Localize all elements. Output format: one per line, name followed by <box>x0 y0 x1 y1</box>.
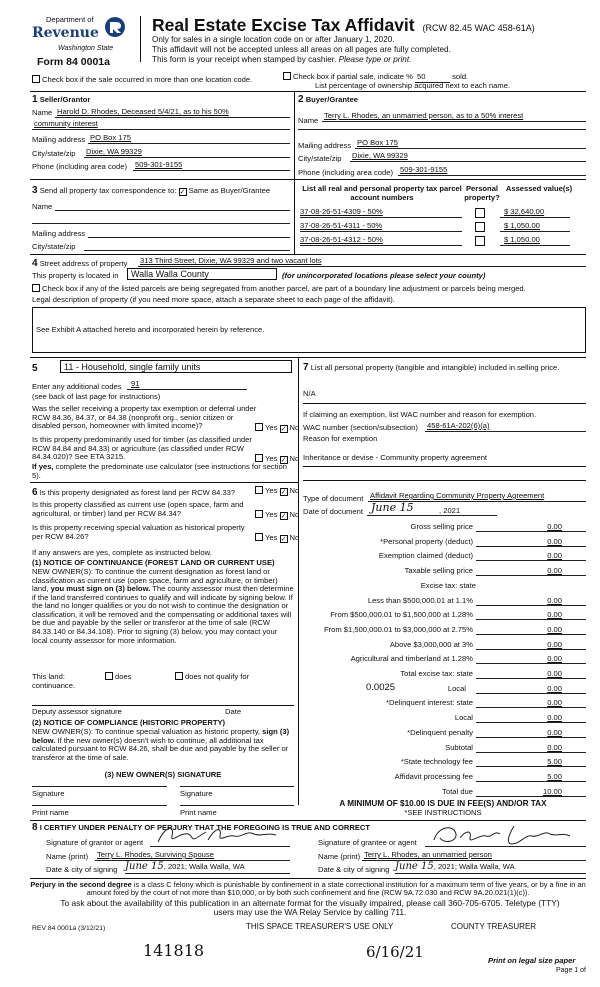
personal-col-header: Personal property? <box>464 184 500 202</box>
tax-row-value: 5.00 <box>547 771 562 781</box>
s5-q1-yes-checkbox[interactable] <box>255 423 263 431</box>
parcel-value-field[interactable] <box>500 236 570 246</box>
nc-body-bold: you must sign on (3) below. <box>50 584 151 594</box>
header-note-2: This affidavit will not be accepted unless all areas on all pages are fully completed. <box>152 45 451 54</box>
tax-row <box>300 786 586 798</box>
minimum-due: A MINIMUM OF $10.00 IS DUE IN FEE(S) AND/OR TAX <box>339 799 547 808</box>
buyer-name-label: Name <box>298 116 319 125</box>
local-rate: 0.0025 <box>366 681 396 693</box>
buyer-city-field[interactable] <box>350 152 586 162</box>
buyer-phone-field[interactable] <box>398 166 586 176</box>
parcel-value: $ 1,050.00 <box>504 235 540 244</box>
section5-num: 5 <box>32 363 38 374</box>
title-citation: (RCW 82.45 WAC 458-61A) <box>422 23 535 33</box>
tax-row-value: 0.00 <box>547 698 562 708</box>
header-note-3a: This form is your receipt when stamped by cashier. <box>152 55 337 64</box>
parcel-row-3 <box>298 236 588 248</box>
s6-q1-yes-checkbox[interactable] <box>255 486 263 494</box>
buyer-mailing-label: Mailing address <box>298 141 352 150</box>
parcel-value-field[interactable] <box>500 208 570 218</box>
signature-label-2: Signature <box>180 789 213 798</box>
ncc-body-bold: sign (3) below. <box>32 727 290 745</box>
use-code-select[interactable] <box>60 360 292 373</box>
parcel-value: $ 1,050.00 <box>504 221 540 230</box>
tax-row-label: Gross selling price <box>410 522 473 531</box>
tax-row-label: Less than $500,000.01 at 1.1% <box>367 595 473 605</box>
nc-title: (1) NOTICE OF CONTINUANCE (FOREST LAND OR CURRENT USE) <box>32 558 275 567</box>
legal-description: See Exhibit A attached hereto and incorporated herein by reference. <box>36 325 265 334</box>
tax-row-value-field[interactable] <box>476 550 586 561</box>
buyer-phone: 509-301-9155 <box>400 165 448 174</box>
processed-date: 6/16/21 <box>366 943 424 961</box>
street-label-text: Street address of property <box>39 259 128 268</box>
buyer-title: Buyer/Grantee <box>305 95 359 104</box>
does-not-label: does not qualify for <box>185 672 250 681</box>
grantor-signature <box>150 822 290 848</box>
multi-location-label: Check box if the sale occurred in more than one location code. <box>42 75 253 84</box>
perjury-bold: Perjury in the second degree <box>30 880 132 889</box>
tax-row-value: 0.00 <box>547 713 562 723</box>
tax-row <box>300 580 586 592</box>
tax-row-value-field[interactable] <box>476 771 586 782</box>
seller-name-label: Name <box>32 108 53 117</box>
tax-row-value-field[interactable] <box>476 668 586 679</box>
s3-name-field[interactable] <box>55 201 290 211</box>
alt-format-note: To ask about the availability of this publication in an alternate format for the visually impaired, please call 360-705-6705. Teletype (TTY) users may use the WA Relay Service by calling 711. <box>60 898 560 918</box>
s3-city-field[interactable] <box>84 241 290 251</box>
buyer-name-field[interactable] <box>322 112 586 122</box>
treasurer-use: THIS SPACE TREASURER'S USE ONLY <box>246 922 394 931</box>
grantor-print-field[interactable] <box>95 851 290 861</box>
grantee-print-field[interactable] <box>362 851 586 861</box>
tax-row <box>300 697 586 709</box>
s6-q1-text: Is this property designated as forest land per RCW 84.33? <box>39 488 236 497</box>
form-title <box>152 15 535 35</box>
tax-row-label: Affidavit processing fee <box>394 771 473 781</box>
seller-city-label: City/state/zip <box>32 149 76 158</box>
multi-location-check[interactable] <box>32 75 252 85</box>
street-field[interactable] <box>138 257 586 267</box>
seller-name-2: community interest <box>34 119 98 128</box>
s6-q2-yes-checkbox[interactable] <box>255 510 263 518</box>
value-col-header: Assessed value(s) <box>505 184 573 193</box>
tax-row <box>300 565 586 577</box>
tax-row-label: From $500,000.01 to $1,500,000 at 1.28% <box>330 610 473 620</box>
buyer-phone-label: Phone (including area code) <box>298 168 393 177</box>
seller-city-field[interactable] <box>84 148 290 158</box>
tax-row <box>300 742 586 754</box>
buyer-city-label: City/state/zip <box>298 154 342 163</box>
does-not-check[interactable] <box>175 672 249 682</box>
tax-row-label: Above $3,000,000 at 3% <box>389 639 473 649</box>
grantor-print: Terry L. Rhodes, Surviving Spouse <box>97 850 214 859</box>
partial-pct[interactable]: 50 <box>415 73 450 83</box>
multi-location-checkbox[interactable] <box>32 75 40 83</box>
title-text: Real Estate Excise Tax Affidavit <box>152 15 415 35</box>
new-owner-print-1[interactable] <box>32 805 167 806</box>
docdate-hand: June 15 <box>371 501 414 514</box>
s6-q2-no-checkbox[interactable]: ✓ <box>280 513 287 520</box>
s6-q1 <box>32 487 235 499</box>
tax-row-value-field[interactable] <box>476 697 586 708</box>
cert-text: I CERTIFY UNDER PENALTY OF PERJURY THAT THE FOREGOING IS TRUE AND CORRECT <box>39 823 371 832</box>
tax-row-value: 0.00 <box>547 742 562 752</box>
reason-label: Reason for exemption <box>303 434 378 443</box>
tax-row-label: Exemption claimed (deduct) <box>378 551 473 561</box>
section3-label <box>32 185 270 197</box>
tax-row-value-field[interactable] <box>476 536 586 547</box>
tax-row-label: *Delinquent interest: state <box>386 698 473 708</box>
tax-row-label: Taxable selling price <box>404 566 473 576</box>
docdate-label: Date of document <box>303 507 363 516</box>
legal-size-note: Print on legal size paper <box>488 956 576 965</box>
tax-row <box>300 624 586 636</box>
tax-row <box>300 639 586 651</box>
section8-num: 8 <box>32 822 38 833</box>
tax-row-value: 0.00 <box>547 536 562 546</box>
same-as-buyer-checkbox[interactable]: ✓ <box>179 189 186 196</box>
s3-name-label: Name <box>32 202 53 211</box>
tax-row-value: 0.00 <box>547 522 562 531</box>
docdate-field[interactable] <box>367 502 497 516</box>
s6-q3-yes: Yes <box>265 533 278 542</box>
s5-q1-no-checkbox[interactable]: ✓ <box>280 426 287 433</box>
additional-codes-field[interactable] <box>127 380 247 390</box>
wac-field[interactable] <box>425 422 586 432</box>
parcel-col-header: List all real and personal property tax parcel account numbers <box>302 184 462 202</box>
s6-q1-answer <box>255 486 299 496</box>
tax-row <box>300 668 586 680</box>
s5-q1: Was the seller receiving a property tax exemption or deferral under RCW 84.36, 84.37, or 84.38 (nonprofit org., senior citizen or disabled person, homeowner with limited income)? <box>32 404 257 431</box>
county-value: Walla Walla County <box>131 269 209 279</box>
this-land-label: This land: <box>32 672 65 681</box>
grantor-print-label: Name (print) <box>46 852 89 861</box>
tax-row-label: Subtotal <box>445 742 473 752</box>
rev-number: REV 84 0001a (3/12/21) <box>32 925 106 932</box>
tax-row <box>300 727 586 739</box>
buyer-name: Terry L. Rhodes, an unmarried person, as to a 50% interest <box>324 111 524 120</box>
tax-row-value-field[interactable] <box>476 595 586 606</box>
tax-row-value-field[interactable] <box>476 639 586 650</box>
grantor-date-hand: June 15 <box>125 861 164 872</box>
tax-row-value: 0.00 <box>547 624 562 634</box>
section4-num: 4 <box>32 258 38 269</box>
section3-text: Send all property tax correspondence to: <box>39 186 177 195</box>
parcel-number: 37-08-26-51-4312 - 50% <box>300 235 383 244</box>
partial-sold: sold. <box>452 72 469 81</box>
tax-row-value: 0.00 <box>547 669 562 678</box>
does-not-checkbox[interactable] <box>175 672 183 680</box>
county-note: (for unincorporated locations please select your county) <box>282 271 486 280</box>
same-as-buyer-label: Same as Buyer/Grantee <box>188 186 271 195</box>
tax-row-value: 0.00 <box>547 551 562 561</box>
see-instructions: *SEE INSTRUCTIONS <box>404 808 482 817</box>
seller-mailing-label: Mailing address <box>32 135 86 144</box>
s3-mailing-label: Mailing address <box>32 229 86 238</box>
located-label: This property is located in <box>32 271 119 280</box>
tax-row-label: Total excise tax: state <box>400 669 473 678</box>
partial-sale-label: Check box if partial sale, indicate % <box>293 72 413 81</box>
doctype-label: Type of document <box>303 494 364 503</box>
new-owner-sig-title: (3) NEW OWNER(S) SIGNATURE <box>104 770 222 779</box>
deputy-date-label: Date <box>225 707 242 716</box>
street-label <box>32 258 127 270</box>
tax-row <box>300 521 586 533</box>
see-back-note: (see back of last page for instructions) <box>32 392 161 401</box>
nc-body-2: The county assessor must then determine if the land transferred continues to qualify and will indicate by signing below. If the land no longer qualifies or you do not wish to continue the designation or classification, it will be removed and the compensating or additional taxes will be due and payable by the seller or transferor at the time of sale (RCW 84.33.140 or 84.34.108). Prior to signing (3) below, you may contact your local county assessor for more information. <box>32 584 294 645</box>
seller-heading <box>32 94 90 106</box>
tax-row-label: *State technology fee <box>400 757 473 767</box>
perjury-text: is a class C felony which is punishable by confinement in a state correctional institution for a maximum term of five years, or by a fine in an amount fixed by the court of not more than $10,000, or by both such confinement and fine (RCW 9A.72.030 and RCW 9A.20.021(1)(c)). <box>86 880 586 898</box>
s5-q1-no: No <box>289 423 300 432</box>
s5-q2: Is this property predominantly used for timber (as classified under RCW 84.84 and 84.33) or agriculture (as classified under RCW 84.34.020)? See ETA 3215. <box>32 435 252 462</box>
tax-row-label: From $1,500,000.01 to $3,000,000 at 2.75% <box>323 624 473 634</box>
tax-row <box>300 756 586 768</box>
wac-label: WAC number (section/subsection) <box>303 423 418 432</box>
parcel-number-field[interactable] <box>300 222 462 232</box>
grantee-signature <box>428 822 588 848</box>
tax-row-value-field[interactable] <box>476 786 586 797</box>
tax-row <box>300 771 586 783</box>
seller-mailing: PO Box 175 <box>90 133 131 142</box>
s5-q2-yes-checkbox[interactable] <box>255 454 263 462</box>
s6-q3: Is this property receiving special valuation as historical property per RCW 84.26? <box>32 523 245 541</box>
s6-q1-no-checkbox[interactable]: ✓ <box>280 489 287 496</box>
parcel-row-2 <box>298 222 588 234</box>
s5-q2-ifyes-text: complete the predominate use calculator (see instructions for section 5). <box>32 462 287 480</box>
grantor-date-field[interactable] <box>125 861 290 874</box>
receipt-number: 141818 <box>143 941 205 960</box>
print-name-label-1: Print name <box>32 808 69 817</box>
s3-mailing-field[interactable] <box>88 228 290 238</box>
grantee-date-field[interactable] <box>395 861 586 874</box>
s3-city-label: City/state/zip <box>32 242 76 251</box>
tax-row-label: *Delinquent penalty <box>407 727 473 737</box>
buyer-city: Dixie, WA 99329 <box>352 151 408 160</box>
parcel-number: 37-08-26-51-4309 - 50% <box>300 207 383 216</box>
s5-q2-no: No <box>289 454 300 463</box>
form-number: Form 84 0001a <box>37 56 110 68</box>
tax-row-value: 0.00 <box>547 727 562 737</box>
tax-row-value-field[interactable] <box>476 683 586 694</box>
seller-phone-field[interactable] <box>133 161 290 171</box>
grantor-date-label: Date & city of signing <box>46 865 118 874</box>
buyer-name-field-2[interactable] <box>298 126 586 130</box>
buyer-heading <box>298 94 358 106</box>
tax-table <box>300 521 586 801</box>
parcel-number-field[interactable] <box>300 236 462 246</box>
dept-line1: Department of <box>46 15 94 24</box>
s6-q2-answer <box>255 510 299 520</box>
new-owner-sig-2[interactable] <box>180 786 294 787</box>
s6-q1-yes: Yes <box>265 486 278 495</box>
tax-row-value-field[interactable] <box>476 727 586 738</box>
tax-row-value: 0.00 <box>547 610 562 620</box>
tax-row-value: 0.00 <box>547 683 562 693</box>
s5-q2-yes: Yes <box>265 454 278 463</box>
exempt-label: If claiming an exemption, list WAC number and reason for exemption. <box>303 410 537 419</box>
tax-row-value: 0.00 <box>547 639 562 649</box>
tax-row <box>300 683 586 695</box>
dept-line3: Washington State <box>58 45 114 52</box>
grantee-date-rest: , 2021; Walla Walla, WA <box>433 862 515 871</box>
grantee-date-hand: June 15 <box>395 861 434 872</box>
s5-q2-no-checkbox[interactable]: ✓ <box>280 457 287 464</box>
seller-city: Dixie, WA 99329 <box>86 147 142 156</box>
personal-property-checkbox[interactable] <box>475 222 485 232</box>
segregated-checkbox[interactable] <box>32 284 40 292</box>
seller-num: 1 <box>32 94 38 105</box>
grantee-date-label: Date & city of signing <box>318 865 390 874</box>
street-value: 313 Third Street, Dixie, WA 99329 and two vacant lots <box>140 256 322 265</box>
legal-label: Legal description of property (if you need more space, attach a separate sheet to each page of the affidavit). <box>32 295 395 304</box>
seller-phone: 509-301-9155 <box>135 160 183 169</box>
tax-row-label: Excise tax: state <box>420 580 476 590</box>
county-treasurer: COUNTY TREASURER <box>451 922 537 931</box>
s6-q1-no: No <box>289 486 300 495</box>
use-code-value: 11 - Household, single family units <box>64 362 201 372</box>
wac-value: 458-61A-202(6)(a) <box>427 421 490 430</box>
tax-row <box>300 595 586 607</box>
buyer-mailing-field[interactable] <box>355 139 586 149</box>
tax-row-value-field[interactable] <box>476 609 586 620</box>
s5-q1-yes: Yes <box>265 423 278 432</box>
s5-q1-answer <box>255 423 299 433</box>
grantor-date-rest: , 2021; Walla Walla, WA <box>163 862 245 871</box>
seller-name-1: Harold D. Rhodes, Deceased 5/4/21, as to his 50% <box>57 107 229 116</box>
tax-row-value-field[interactable] <box>476 742 586 753</box>
header-note-1: Only for sales in a single location code on or after January 1, 2020. <box>152 35 395 44</box>
section6-num: 6 <box>32 487 38 498</box>
s5-q2-ifyes <box>32 463 292 480</box>
print-name-label-2: Print name <box>180 808 217 817</box>
tax-row-value: 0.00 <box>547 566 562 576</box>
tax-row <box>300 609 586 621</box>
s6-q3-answer <box>255 533 299 543</box>
tax-row-value-field[interactable] <box>476 712 586 723</box>
s3-name-field-2[interactable] <box>32 214 290 224</box>
tax-row <box>300 550 586 562</box>
new-owner-print-2[interactable] <box>180 805 294 806</box>
tax-row-label: *Personal property (deduct) <box>380 536 473 546</box>
s6-q3-no: No <box>289 533 300 542</box>
tax-row-value: 0.00 <box>547 595 562 605</box>
legal-description-box[interactable] <box>32 307 586 353</box>
tax-row-value-field[interactable] <box>476 521 586 532</box>
continuance-label: continuance. <box>32 681 76 690</box>
tax-row-value-field[interactable] <box>476 565 586 576</box>
new-owner-sig-1[interactable] <box>32 786 167 787</box>
tax-row <box>300 653 586 665</box>
s7-label <box>303 362 586 374</box>
perjury-note <box>30 881 586 898</box>
additional-codes: 91 <box>131 379 140 388</box>
s7-value: N/A <box>303 389 316 398</box>
nc-body <box>32 568 294 645</box>
reason-value[interactable]: Inheritance or devise - Community property agreement <box>303 453 488 462</box>
grantee-print-label: Name (print) <box>318 852 361 861</box>
s7-text: List all personal property (tangible and intangible) included in selling price. <box>310 363 560 372</box>
grantor-sig-label: Signature of grantor or agent <box>46 838 144 847</box>
personal-property-checkbox[interactable] <box>475 208 485 218</box>
parcel-value-field[interactable] <box>500 222 570 232</box>
does-label: does <box>115 672 132 681</box>
segregated-label: Check box if any of the listed parcels are being segregated from another parcel, are part of a boundary line adjustment or parcels being merged. <box>42 284 526 293</box>
tax-row-value-field[interactable] <box>476 756 586 767</box>
parcel-value: $ 32,640.00 <box>504 207 545 216</box>
header-note-3 <box>152 55 411 64</box>
additional-codes-label: Enter any additional codes <box>32 382 122 391</box>
tax-row-value-field[interactable] <box>476 653 586 664</box>
section7-num: 7 <box>303 362 309 373</box>
tax-row-label: Total due <box>442 786 473 796</box>
partial-sale-checkbox[interactable] <box>283 72 291 80</box>
s6-if-yes: If any answers are yes, complete as instructed below. <box>32 548 212 557</box>
does-checkbox[interactable] <box>105 672 113 680</box>
dept-line2: Revenue <box>32 25 99 41</box>
section3-num: 3 <box>32 185 38 196</box>
grantee-sig-label: Signature of grantee or agent <box>318 838 417 847</box>
revenue-logo-icon <box>104 16 126 38</box>
county-select[interactable] <box>127 268 277 280</box>
tax-row-label: Local <box>447 683 466 693</box>
tax-row-label: Agricultural and timberland at 1.28% <box>350 654 473 664</box>
deputy-sig-label: Deputy assessor signature <box>32 707 122 716</box>
seller-mailing-field[interactable] <box>88 134 290 144</box>
list-pct-note: List percentage of ownership acquired next to each name. <box>315 81 511 90</box>
ncc-body-1: NEW OWNER(S): To continue special valuation as historic property, <box>32 727 261 736</box>
s6-q3-yes-checkbox[interactable] <box>255 533 263 541</box>
doctype-value: Affidavit Regarding Community Property Agreement <box>370 491 545 500</box>
tax-row-value: 0.00 <box>547 654 562 664</box>
grantee-print: Terry L. Rhodes, an unmarried person <box>364 850 492 859</box>
signature-label-1: Signature <box>32 789 65 798</box>
s6-q2-yes: Yes <box>265 510 278 519</box>
parcel-number: 37-08-26-51-4311 - 50% <box>300 221 383 230</box>
parcel-number-field[interactable] <box>300 208 462 218</box>
s6-q2-no: No <box>289 510 300 519</box>
s5-q2-ifyes-bold: If yes, <box>32 462 54 471</box>
header-note-3b: Please type or print. <box>338 55 412 64</box>
tax-row-value-field[interactable] <box>476 624 586 635</box>
s6-q2: Is this property classified as current use (open space, farm and agricultural, or timber) land per RCW 84.34? <box>32 500 244 518</box>
segregated-check[interactable] <box>32 284 526 294</box>
seller-name-field[interactable] <box>55 108 290 118</box>
tax-row <box>300 536 586 548</box>
ncc-body <box>32 728 294 762</box>
tax-row <box>300 712 586 724</box>
buyer-num: 2 <box>298 94 304 105</box>
seller-name-field-2[interactable] <box>32 120 290 130</box>
ncc-title: (2) NOTICE OF COMPLIANCE (HISTORIC PROPERTY) <box>32 718 226 727</box>
parcel-row-1 <box>298 208 588 220</box>
does-check[interactable] <box>105 672 131 682</box>
tax-row-label: Local <box>454 713 473 723</box>
buyer-mailing: PO Box 175 <box>357 138 398 147</box>
tax-row-value: 5.00 <box>547 757 562 767</box>
page-number: Page 1 of <box>556 967 586 974</box>
s6-q3-no-checkbox[interactable]: ✓ <box>280 536 287 543</box>
tax-row-value: 10.00 <box>542 786 562 796</box>
docdate-year: , 2021 <box>439 506 461 515</box>
ncc-body-2: If the new owner(s) doesn't wish to continue, all additional tax calculated pursuant to RCW 84.26, shall be due and payable by the seller or transferor at the time of sale. <box>32 735 289 762</box>
nc-body-1: NEW OWNER(S): To continue the current designation as forest land or classification as current use (open space, farm and agriculture, or timber) land, <box>32 567 278 594</box>
seller-title: Seller/Grantor <box>39 95 91 104</box>
seller-phone-label: Phone (including area code) <box>32 162 127 171</box>
personal-property-checkbox[interactable] <box>475 236 485 246</box>
